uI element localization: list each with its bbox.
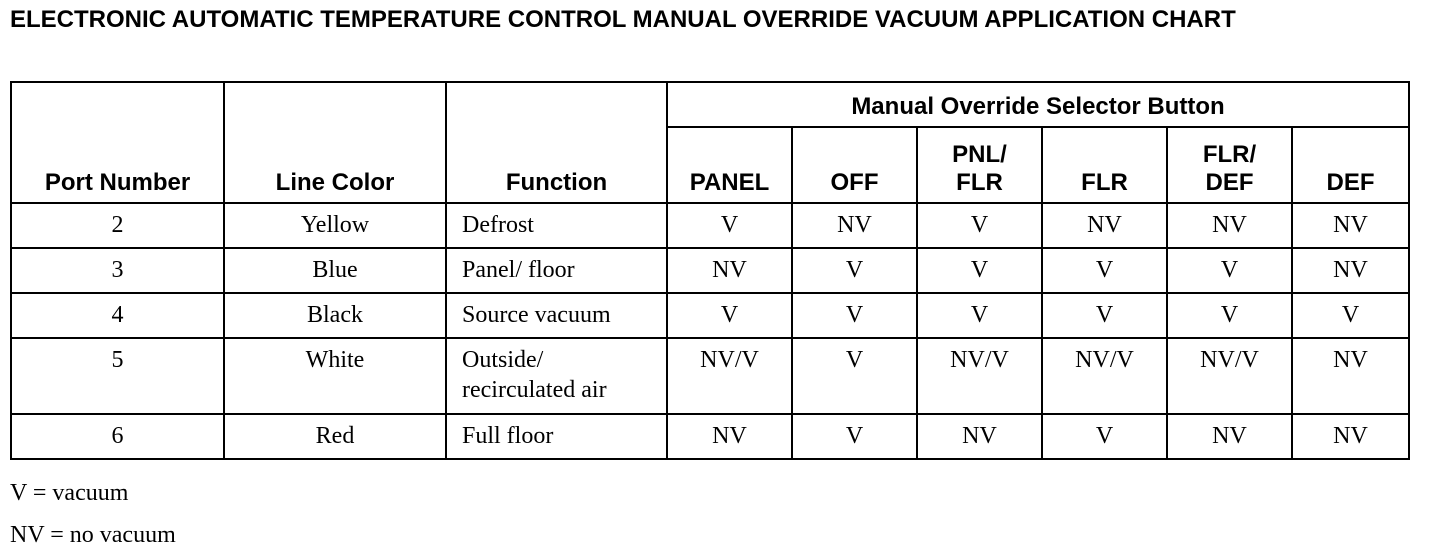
cell-vacuum-state: V bbox=[1167, 248, 1292, 293]
cell-vacuum-state: NV bbox=[917, 414, 1042, 459]
cell-port-number: 4 bbox=[11, 293, 224, 338]
table-row bbox=[11, 338, 1409, 414]
cell-vacuum-state: V bbox=[667, 203, 792, 248]
header-mode bbox=[1292, 127, 1409, 203]
cell-vacuum-state: V bbox=[1292, 293, 1409, 338]
cell-vacuum-state: NV/V bbox=[1042, 338, 1167, 414]
table-row bbox=[11, 248, 1409, 293]
cell-line-color: Yellow bbox=[224, 203, 446, 248]
header-mode-label: PNL/ bbox=[952, 141, 1007, 168]
cell-port-number: 6 bbox=[11, 414, 224, 459]
cell-function-text: Defrost bbox=[462, 212, 534, 238]
header-mode-label: FLR bbox=[1081, 169, 1128, 196]
header-mode-label: FLR bbox=[956, 169, 1003, 196]
header-mode-label: OFF bbox=[830, 169, 879, 196]
cell-vacuum-state: NV bbox=[667, 414, 792, 459]
cell-line-color: White bbox=[224, 338, 446, 414]
cell-vacuum-state: NV/V bbox=[1167, 338, 1292, 414]
cell-vacuum-state: NV bbox=[1292, 414, 1409, 459]
cell-port-number: 3 bbox=[11, 248, 224, 293]
header-manual-override-selector-button: Manual Override Selector Button bbox=[667, 82, 1409, 127]
cell-vacuum-state: NV bbox=[1167, 203, 1292, 248]
chart-title: ELECTRONIC AUTOMATIC TEMPERATURE CONTROL MANUAL OVERRIDE VACUUM APPLICATION CHART bbox=[10, 6, 1236, 33]
cell-vacuum-state: V bbox=[792, 338, 917, 414]
header-function: Function bbox=[446, 82, 667, 203]
cell-port-number: 2 bbox=[11, 203, 224, 248]
cell-function bbox=[446, 248, 667, 293]
cell-vacuum-state: NV bbox=[1292, 203, 1409, 248]
header-mode bbox=[1167, 127, 1292, 203]
table-row bbox=[11, 293, 1409, 338]
cell-vacuum-state: NV/V bbox=[917, 338, 1042, 414]
header-mode-label: DEF bbox=[1205, 169, 1254, 196]
header-port-number: Port Number bbox=[11, 82, 224, 203]
cell-vacuum-state: V bbox=[1167, 293, 1292, 338]
cell-function bbox=[446, 293, 667, 338]
header-line-color: Line Color bbox=[224, 82, 446, 203]
cell-port-number: 5 bbox=[11, 338, 224, 414]
cell-function-text: recirculated air bbox=[462, 377, 607, 403]
header-mode bbox=[792, 127, 917, 203]
cell-vacuum-state: V bbox=[792, 293, 917, 338]
cell-function bbox=[446, 203, 667, 248]
cell-function-text: Full floor bbox=[462, 423, 554, 449]
cell-vacuum-state: V bbox=[792, 248, 917, 293]
cell-function bbox=[446, 338, 667, 414]
cell-vacuum-state: V bbox=[917, 293, 1042, 338]
cell-vacuum-state: NV/V bbox=[667, 338, 792, 414]
cell-function-text: Panel/ floor bbox=[462, 257, 575, 283]
cell-line-color: Black bbox=[224, 293, 446, 338]
cell-vacuum-state: V bbox=[1042, 248, 1167, 293]
header-mode-label: PANEL bbox=[689, 169, 770, 196]
header-mode bbox=[667, 127, 792, 203]
header-mode bbox=[917, 127, 1042, 203]
header-mode-label: DEF bbox=[1326, 169, 1375, 196]
cell-vacuum-state: NV bbox=[792, 203, 917, 248]
cell-vacuum-state: V bbox=[1042, 293, 1167, 338]
table-row bbox=[11, 203, 1409, 248]
vacuum-application-table bbox=[10, 81, 1410, 460]
legend-vacuum: V = vacuum bbox=[10, 480, 129, 506]
cell-line-color: Red bbox=[224, 414, 446, 459]
cell-vacuum-state: V bbox=[667, 293, 792, 338]
cell-function-text: Source vacuum bbox=[462, 302, 611, 328]
header-mode bbox=[1042, 127, 1167, 203]
cell-vacuum-state: NV bbox=[1292, 248, 1409, 293]
cell-line-color: Blue bbox=[224, 248, 446, 293]
cell-vacuum-state: NV bbox=[1042, 203, 1167, 248]
cell-vacuum-state: V bbox=[1042, 414, 1167, 459]
legend-no-vacuum: NV = no vacuum bbox=[10, 522, 176, 548]
cell-vacuum-state: NV bbox=[667, 248, 792, 293]
cell-vacuum-state: NV bbox=[1292, 338, 1409, 414]
cell-vacuum-state: NV bbox=[1167, 414, 1292, 459]
cell-function-text: Outside/ bbox=[462, 347, 544, 373]
cell-vacuum-state: V bbox=[917, 203, 1042, 248]
cell-vacuum-state: V bbox=[917, 248, 1042, 293]
cell-function bbox=[446, 414, 667, 459]
table-row bbox=[11, 414, 1409, 459]
header-mode-label: FLR/ bbox=[1202, 141, 1257, 168]
cell-vacuum-state: V bbox=[792, 414, 917, 459]
